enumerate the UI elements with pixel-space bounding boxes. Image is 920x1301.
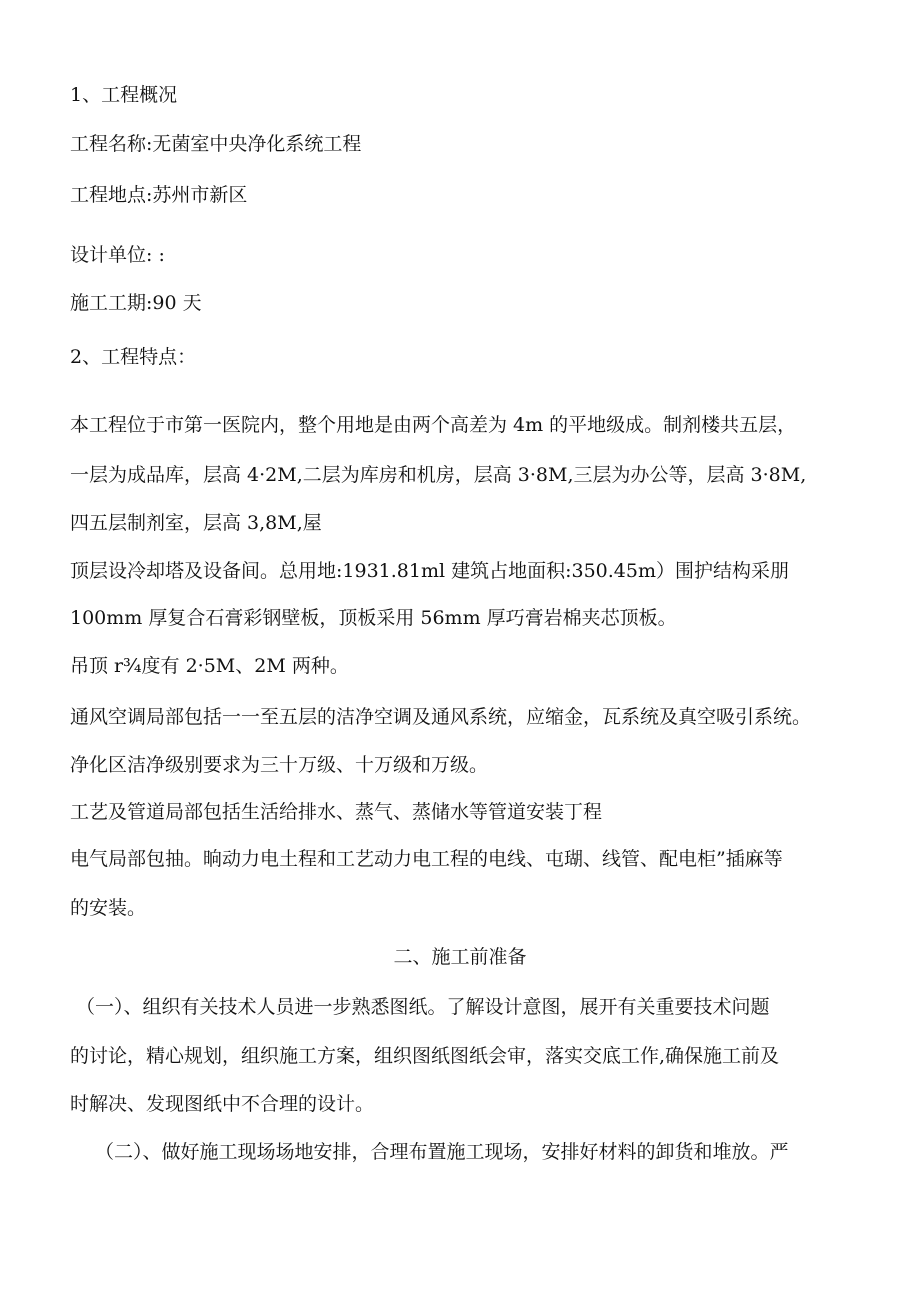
- prep-item1-line: （一）、组织有关技术人员进一步熟悉图纸。了解设计意图，展开有关重要技术问题: [76, 996, 770, 1018]
- features-paragraph-line: 吊顶 r¾度有 2·5M、2M 两种。: [70, 655, 349, 677]
- prep-item2-line: （二）、做好施工现场场地安排，合理布置施工现场，安排好材料的卸货和堆放。严: [95, 1141, 789, 1163]
- project-location: 工程地点:苏州市新区: [70, 184, 248, 206]
- construction-period: 施工工期:90 天: [70, 292, 202, 314]
- features-paragraph-line: 一层为成品库，层高 4·2M,二层为库房和机房，层高 3·8M,三层为办公等，层高 3·8M,: [70, 464, 807, 486]
- design-unit: 设计单位: :: [70, 244, 165, 266]
- features-paragraph-line: 的安装。: [70, 897, 147, 919]
- features-paragraph-line: 顶层设冷却塔及设备间。总用地:1931.81ml 建筑占地面积:350.45m）围护结构采朋: [70, 560, 790, 582]
- features-paragraph-line: 工艺及管道局部包括生活给排水、蒸气、蒸储水等管道安装丁程: [70, 801, 603, 823]
- prep-item1-line: 的讨论，精心规划，组织施工方案，组织图纸图纸会审，落实交底工作,确保施工前及: [70, 1045, 780, 1067]
- overview-heading: 1、工程概况: [70, 84, 178, 106]
- features-paragraph-line: 本工程位于市第一医院内，整个用地是由两个高差为 4m 的平地级成。制剂楼共五层，: [70, 414, 797, 436]
- preparation-heading: 二、施工前准备: [393, 946, 527, 968]
- features-paragraph-line: 通风空调局部包括一一至五层的洁净空调及通风系统，应缩金，瓦系统及真空吸引系统。: [70, 706, 812, 728]
- features-paragraph-line: 四五层制剂室，层高 3,8M,屋: [70, 512, 322, 534]
- features-heading: 2、工程特点：: [70, 346, 197, 368]
- features-paragraph-line: 电气局部包抽。晌动力电土程和工艺动力电工程的电线、屯瑚、线管、配电柜”插麻等: [70, 848, 783, 870]
- prep-item1-line: 时解决、发现图纸中不合理的设计。: [70, 1093, 375, 1115]
- features-paragraph-line: 100mm 厚复合石膏彩钢壁板，顶板采用 56mm 厚巧膏岩棉夹芯顶板。: [70, 607, 677, 629]
- features-paragraph-line: 净化区洁净级别要求为三十万级、十万级和万级。: [70, 754, 489, 776]
- project-name: 工程名称:无菌室中央净化系统工程: [70, 133, 362, 155]
